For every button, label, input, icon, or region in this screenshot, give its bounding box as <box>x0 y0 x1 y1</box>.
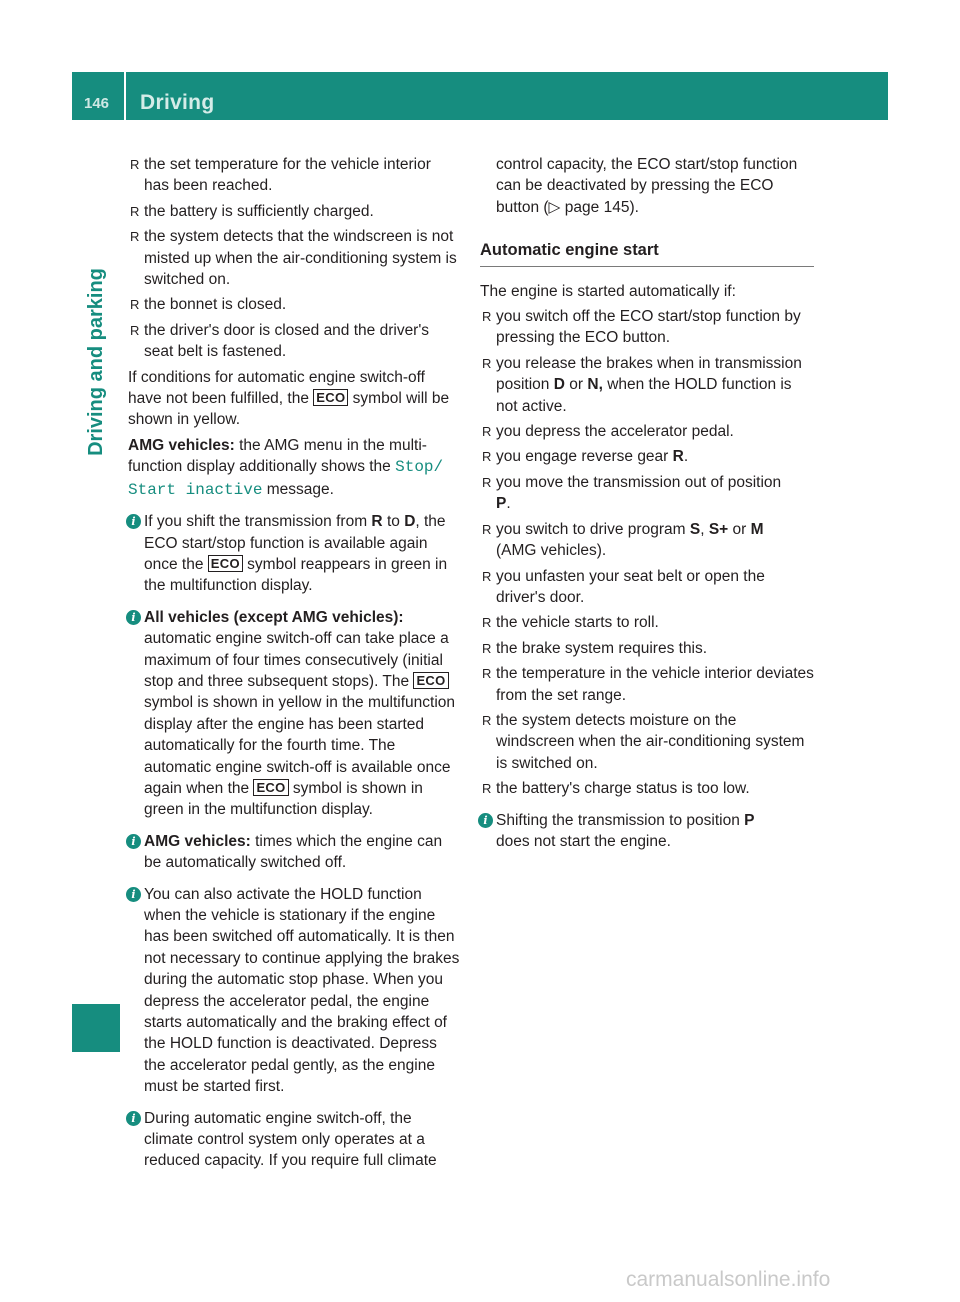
list-item: R the set temperature for the vehicle interior has been reached. <box>130 156 431 195</box>
list-item: R the driver's door is closed and the driver's seat belt is fastened. <box>130 321 430 361</box>
list-item: R the vehicle starts to roll. <box>482 614 659 632</box>
page-number: 146 <box>84 95 110 112</box>
info-icon: i <box>126 514 141 529</box>
info-note: i Shifting the transmission to position P does not start the engine. <box>480 810 814 853</box>
left-column <box>128 154 460 1182</box>
info-note: i All vehicles (except AMG vehicles): automatic engine switch-off can take place a maximum of four times consecutively (initial stop and three subsequent stops). The ECO symbol is shown in yellow in the multifunction display after the engine has been started automatically for the fourth time. The automatic engine switch-off is available once again when the ECO symbol is shown in green in the multifunction display. <box>128 607 460 821</box>
list-item: R the brake system requires this. <box>482 639 708 657</box>
info-note: i AMG vehicles: times which the engine can be automatically switched off. <box>128 831 460 874</box>
info-icon: i <box>126 610 141 625</box>
info-note: i You can also activate the HOLD function when the vehicle is stationary if the engine has been switched off automatically. It is then not necessary to continue applying the brakes during the automatic stop phase. When you depress the accelerator pedal, the engine starts automatically and the braking effect of the HOLD function is deactivated. Depress the accelerator pedal gently, as the engine must be started first. <box>128 884 460 1098</box>
info-icon: i <box>126 834 141 849</box>
list-item: R you engage reverse gear R. <box>482 448 689 466</box>
list-item: R the bonnet is closed. <box>130 296 287 314</box>
page-title: Driving <box>140 91 215 114</box>
list-item: R you depress the accelerator pedal. <box>482 423 734 441</box>
info-note: i During automatic engine switch-off, the climate control system only operates at a reduced capacity. If you require full climate <box>128 1108 460 1172</box>
display-message: Stop/ Start inactive <box>128 458 444 499</box>
right-column <box>480 154 814 862</box>
page-header <box>72 72 888 120</box>
list-item: R you move the transmission out of position P. <box>482 473 782 513</box>
paragraph-amg: AMG vehicles: the AMG menu in the multi-function display additionally shows the Stop/ Start inactive message. <box>128 436 444 499</box>
eco-symbol-icon: ECO <box>208 555 243 572</box>
list-item: R you unfasten your seat belt or open the driver's door. <box>482 567 765 606</box>
list-item: R the system detects moisture on the windscreen when the air-conditioning system is switched on. <box>482 711 805 772</box>
list-item: R you switch off the ECO start/stop function by pressing the ECO button. <box>482 308 801 347</box>
section-heading: Automatic engine start <box>480 240 814 266</box>
eco-symbol-icon: ECO <box>253 779 288 796</box>
paragraph-conditions: If conditions for automatic engine switch-off have not been fulfilled, the ECO symbol will be shown in yellow. <box>128 368 450 429</box>
section-intro: The engine is started automatically if: <box>480 282 736 300</box>
chapter-side-label: Driving and parking <box>85 268 107 456</box>
info-icon: i <box>126 1111 141 1126</box>
list-item: R you switch to drive program S, S+ or M (AMG vehicles). <box>482 520 764 560</box>
list-item: R the temperature in the vehicle interior deviates from the set range. <box>482 665 814 704</box>
eco-symbol-icon: ECO <box>413 672 448 689</box>
list-item: R the battery is sufficiently charged. <box>130 202 374 220</box>
info-icon: i <box>126 887 141 902</box>
watermark: carmanualsonline.info <box>626 1268 831 1291</box>
list-item: R the battery's charge status is too low. <box>482 780 750 798</box>
note-continuation: control capacity, the ECO start/stop function can be deactivated by pressing the ECO button (▷ page 145). <box>496 156 798 216</box>
chapter-tab-marker <box>72 1004 120 1052</box>
eco-symbol-icon: ECO <box>313 389 348 406</box>
info-icon: i <box>478 813 493 828</box>
list-item: R you release the brakes when in transmission position D or N, when the HOLD function is not active. <box>482 354 802 415</box>
header-divider <box>124 72 126 120</box>
list-item: R the system detects that the windscreen is not misted up when the air-conditioning system is switched on. <box>130 228 457 289</box>
info-note: i If you shift the transmission from R to D, the ECO start/stop function is available again once the ECO symbol reappears in green in the multifunction display. <box>128 511 460 597</box>
